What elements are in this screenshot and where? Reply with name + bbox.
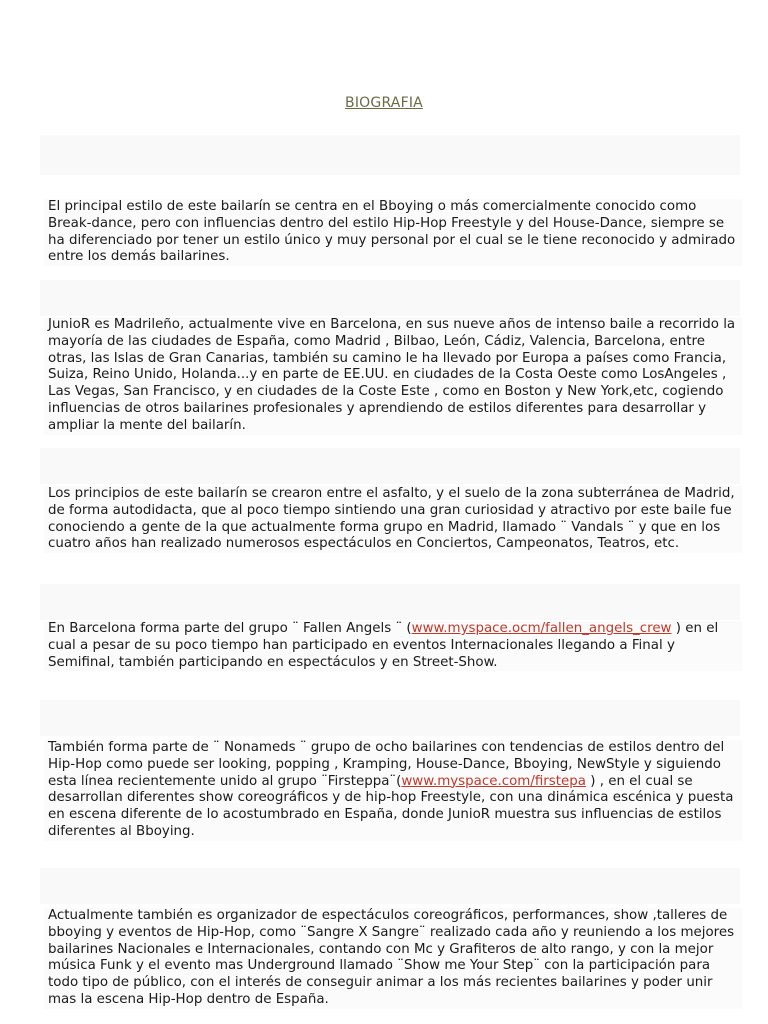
shaded-band — [40, 280, 740, 316]
paragraph-beginnings — [44, 486, 742, 553]
shaded-band — [40, 700, 740, 736]
paragraph-fallen-angels — [44, 621, 742, 671]
shaded-band — [40, 584, 740, 620]
paragraph-text: Los principios de este bailarín se crearon entre el asfalto, y el suelo de la zona subterránea de Madrid, de forma autodidacta, que al poco tiempo sintiendo una gran curiosidad y atractivo por este baile fue conociendo a gente de la que actualmente forma grupo en Madrid, llamado ¨ Vandals ¨ y que en los cuatro años han realizado numerosos espectáculos en Conciertos, Campeonatos, Teatros, etc. — [48, 486, 735, 552]
text-run: ) , en el cual se desarrollan diferentes show coreográficos y de hip-hop Freestyle, con una dinámica escénica y puesta en escena diferente de lo acostumbrado en España, donde JunioR muestra sus influencias de estilos diferentes al Bboying. — [48, 773, 734, 839]
paragraph-style — [44, 199, 742, 266]
document-title: BIOGRAFIA — [345, 95, 423, 111]
text-run: ) en el cual a pesar de su poco tiempo han participado en eventos Internacionales llegando a Final y Semifinal, también participando en espectáculos y en Street-Show. — [48, 621, 719, 670]
firstepa-link[interactable]: www.myspace.com/firstepa — [401, 773, 586, 789]
shaded-band — [40, 868, 740, 904]
paragraph-organizer — [44, 908, 742, 1009]
paragraph-text — [48, 621, 738, 671]
text-run: También forma parte de ¨ Nonameds ¨ grupo de ocho bailarines con tendencias de estilos dentro del Hip-Hop como puede ser looking, popping , Kramping, House-Dance, Bboying, NewStyle y siguiendo esta línea recientemente unido al grupo ¨Firsteppa¨( — [48, 740, 725, 789]
paragraph-origin-travels — [44, 317, 742, 435]
shaded-band — [40, 135, 740, 175]
paragraph-text — [48, 740, 738, 841]
text-run: En Barcelona forma parte del grupo ¨ Fallen Angels ¨ ( — [48, 621, 412, 636]
paragraph-text: JunioR es Madrileño, actualmente vive en Barcelona, en sus nueve años de intenso baile a recorrido la mayoría de las ciudades de España, como Madrid , Bilbao, León, Cádiz, Valencia, Barcelona, entre otras, las Islas de Gran Canarias, también su camino le ha llevado por Europa a países como Francia, Suiza, Reino Unido, Holanda...y en parte de EE.UU. en ciudades de la Costa Oeste como LosAngeles , Las Vegas, San Francisco, y en ciudades de la Coste Este , como en Boston y New York,etc, cogiendo influencias de otros bailarines profesionales y aprendiendo de estilos diferentes para desarrollar y ampliar la mente del bailarín. — [48, 317, 736, 433]
fallen-angels-link[interactable]: www.myspace.ocm/fallen_angels_crew — [411, 621, 672, 636]
shaded-band — [40, 448, 740, 484]
paragraph-text: Actualmente también es organizador de espectáculos coreográficos, performances, show ,talleres de bboying y eventos de Hip-Hop, como ¨Sangre X Sangre¨ realizado cada año y reuniendo a los mejores bailarines Nacionales e Internacionales, contando con Mc y Grafiteros de alto rango, y con la mejor música Funk y el evento mas Underground llamado ¨Show me Your Step¨ con la participación para todo tipo de público, con el interés de conseguir animar a los más recientes bailarines y poder unir mas la escena Hip-Hop dentro de España. — [48, 908, 735, 1007]
paragraph-text: El principal estilo de este bailarín se centra en el Bboying o más comercialmente conocido como Break-dance, pero con influencias dentro del estilo Hip-Hop Freestyle y del House-Dance, siempre se ha diferenciado por tener un estilo único y muy personal por el cual se le tiene reconocido y admirado entre los demás bailarines. — [48, 199, 736, 265]
paragraph-nonameds — [44, 740, 742, 841]
